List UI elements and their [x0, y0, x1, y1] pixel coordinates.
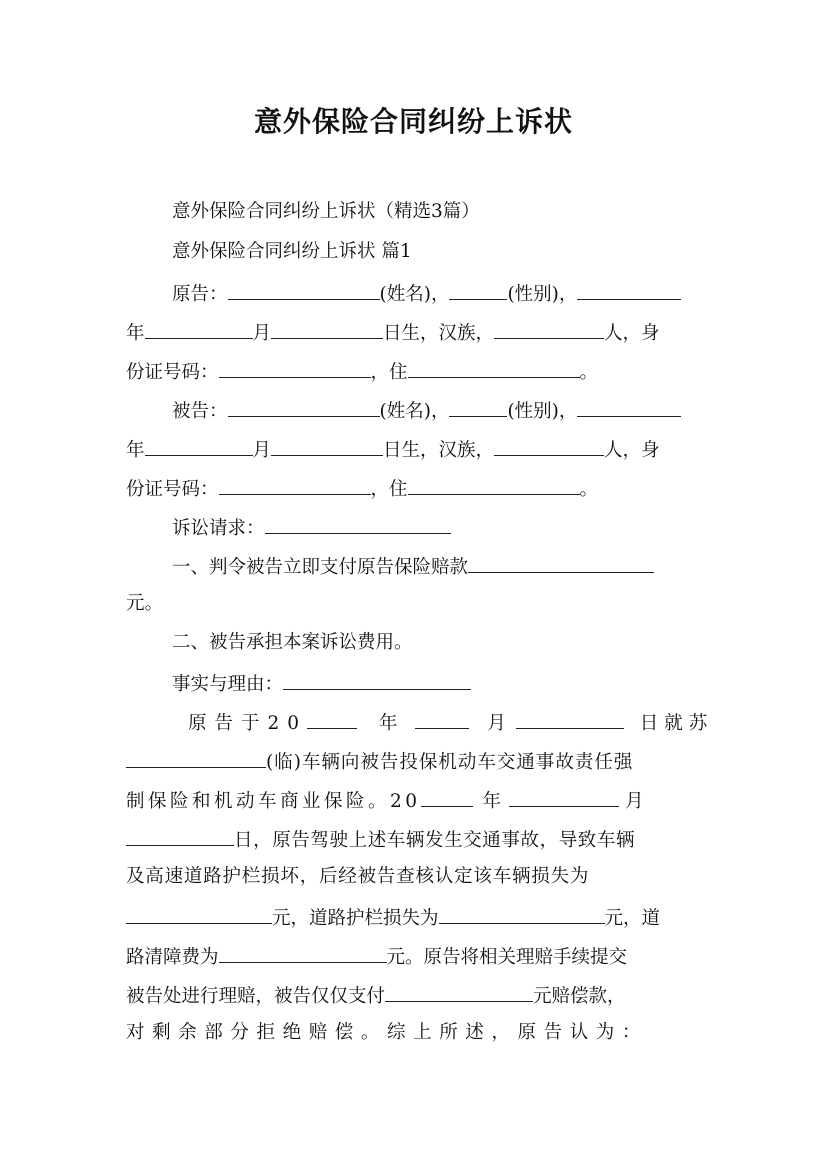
blank-field[interactable]: [283, 669, 471, 690]
plaintiff-line-1: [172, 279, 701, 308]
blank-field[interactable]: [385, 981, 533, 1002]
facts-line-7: [126, 942, 701, 971]
facts-heading: [172, 669, 747, 698]
plaintiff-line-3: [126, 357, 701, 386]
text: 月: [625, 791, 644, 812]
claim-1: [172, 552, 701, 581]
text: 路清障费为: [126, 947, 219, 968]
blank-field[interactable]: [228, 279, 380, 300]
facts-line-4: [126, 825, 701, 854]
defendant-line-1: [172, 396, 701, 425]
blank-field[interactable]: [271, 435, 383, 456]
text: ，住: [370, 479, 408, 500]
blank-field[interactable]: [219, 357, 371, 378]
text: (姓名)，: [379, 284, 450, 305]
text: 年: [126, 440, 145, 461]
text: 二、被告承担本案诉讼费用。: [172, 632, 413, 653]
text: 元赔偿款，: [533, 986, 626, 1007]
text: 人，身: [604, 323, 660, 344]
blank-field[interactable]: [219, 942, 387, 963]
facts-line-3: [126, 786, 701, 815]
defendant-line-3: [126, 474, 701, 503]
blank-field[interactable]: [126, 903, 272, 924]
text: 份证号码：: [126, 362, 219, 383]
defendant-line-2: [126, 435, 701, 464]
text: 日就苏: [639, 713, 714, 734]
blank-field[interactable]: [265, 513, 451, 534]
text: 元，道路护栏损失为: [272, 908, 439, 929]
blank-field[interactable]: [421, 786, 473, 807]
document-title: 意外保险合同纠纷上诉状: [253, 105, 573, 138]
blank-field[interactable]: [468, 552, 654, 573]
claim-1-cont: [126, 591, 701, 617]
text: 被告处进行理赔，被告仅仅支付: [126, 986, 386, 1007]
blank-field[interactable]: [219, 474, 371, 495]
text: 元，道: [604, 908, 661, 929]
text: 对剩余部分拒绝赔偿。综上所述，原告认为：: [126, 1022, 649, 1043]
blank-field[interactable]: [449, 396, 507, 417]
text: 原告于20: [188, 713, 308, 734]
label: 原告：: [172, 284, 228, 305]
facts-line-8: [126, 981, 701, 1010]
blank-field[interactable]: [577, 396, 681, 417]
text: 一、判令被告立即支付原告保险赔款: [172, 557, 469, 578]
text: 制保险和机动车商业保险。20: [126, 791, 421, 812]
text: 。: [579, 479, 599, 500]
text: 日生，汉族，: [383, 323, 495, 344]
text: 人，身: [604, 440, 660, 461]
blank-field[interactable]: [408, 474, 580, 495]
text: 元。原告将相关理赔手续提交: [386, 947, 628, 968]
blank-field[interactable]: [577, 279, 681, 300]
subtitle-line: [172, 199, 747, 225]
blank-field[interactable]: [307, 708, 357, 729]
blank-field[interactable]: [415, 708, 469, 729]
plaintiff-line-2: [126, 318, 701, 347]
text: 月: [487, 713, 506, 734]
facts-line-5: [126, 864, 701, 890]
text: (姓名)，: [379, 401, 450, 422]
text: 份证号码：: [126, 479, 219, 500]
blank-field[interactable]: [145, 435, 253, 456]
blank-field[interactable]: [494, 318, 604, 339]
text: 年: [482, 791, 502, 812]
text: (性别)，: [507, 401, 578, 422]
blank-field[interactable]: [494, 435, 604, 456]
text: ，住: [370, 362, 408, 383]
blank-field[interactable]: [408, 357, 580, 378]
label: 事实与理由：: [172, 674, 284, 695]
text: 日生，汉族，: [383, 440, 495, 461]
text: 及高速道路护栏损坏，后经被告查核认定该车辆损失为: [126, 866, 590, 887]
text: 日，原告驾驶上述车辆发生交通事故，导致车辆: [234, 830, 636, 851]
blank-field[interactable]: [439, 903, 605, 924]
blank-field[interactable]: [228, 396, 380, 417]
label: 诉讼请求：: [172, 518, 265, 539]
label: 被告：: [172, 401, 228, 422]
section-heading: [172, 239, 747, 265]
blank-field[interactable]: [449, 279, 507, 300]
blank-field[interactable]: [145, 318, 253, 339]
blank-field[interactable]: [271, 318, 383, 339]
blank-field[interactable]: [516, 708, 624, 729]
text: 元。: [126, 593, 164, 614]
text: 年: [378, 713, 398, 734]
text: 月: [252, 323, 272, 344]
facts-line-1: [188, 708, 714, 737]
text: 意外保险合同纠纷上诉状 篇1: [172, 241, 412, 262]
facts-line-2: [126, 747, 701, 776]
text: (性别)，: [507, 284, 578, 305]
facts-line-9: [126, 1020, 701, 1046]
blank-field[interactable]: [126, 825, 234, 846]
blank-field[interactable]: [509, 786, 619, 807]
text: 月: [252, 440, 272, 461]
text: 年: [126, 323, 145, 344]
text: (临)车辆向被告投保机动车交通事故责任强: [266, 752, 634, 773]
text: 意外保险合同纠纷上诉状（精选3篇）: [172, 201, 480, 222]
claim-2: [172, 630, 747, 656]
facts-line-6: [126, 903, 701, 932]
claims-heading: [172, 513, 747, 542]
text: 。: [579, 362, 599, 383]
blank-field[interactable]: [126, 747, 266, 768]
